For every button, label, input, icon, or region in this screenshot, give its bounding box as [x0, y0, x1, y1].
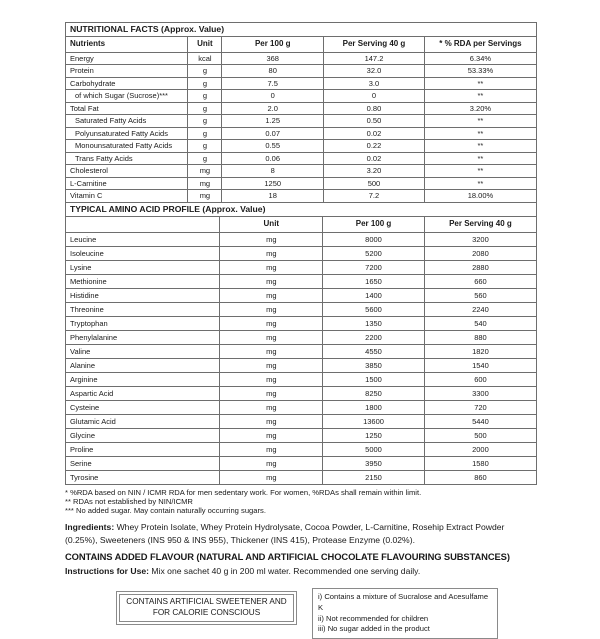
- nutrient-rda: 6.34%: [424, 52, 536, 65]
- table-row: [66, 428, 537, 442]
- amino-acid-per-100g: 1400: [323, 288, 425, 302]
- nutrient-per-serving: 0: [324, 90, 425, 103]
- sweetener-warning-box: [116, 591, 297, 624]
- nutrient-per-100g: 18: [222, 190, 324, 203]
- amino-acid-unit: mg: [220, 288, 323, 302]
- nutrient-per-100g: 0.55: [222, 140, 324, 153]
- table-row: [66, 177, 537, 190]
- nutrient-rda: **: [424, 77, 536, 90]
- nutrient-unit: g: [188, 140, 222, 153]
- amino-acid-unit: mg: [220, 442, 323, 456]
- nutrient-per-serving: 3.0: [324, 77, 425, 90]
- amino-acid-per-100g: 1800: [323, 400, 425, 414]
- nutrient-name: Total Fat: [66, 102, 188, 115]
- nutrient-name: Polyunsaturated Fatty Acids: [66, 127, 188, 140]
- nutrient-per-100g: 8: [222, 165, 324, 178]
- amino-acid-name: Cysteine: [66, 400, 220, 414]
- amino-acid-per-100g: 3950: [323, 456, 425, 470]
- footnote-line: *** No added sugar. May contain naturally occurring sugars.: [65, 506, 266, 516]
- amino-acid-per-serving: 880: [424, 330, 536, 344]
- amino-acid-per-serving: 1540: [424, 358, 536, 372]
- nutrient-per-serving: 0.02: [324, 152, 425, 165]
- amino-acid-name: Methionine: [66, 274, 220, 288]
- nutrient-per-100g: 2.0: [222, 102, 324, 115]
- amino-acid-name: Threonine: [66, 302, 220, 316]
- nutrient-unit: mg: [188, 177, 222, 190]
- amino-acid-name: Glycine: [66, 428, 220, 442]
- amino-acid-per-100g: 8000: [323, 232, 425, 246]
- amino-acid-per-serving: 720: [424, 400, 536, 414]
- table-row: [66, 52, 537, 65]
- table-row: [66, 470, 537, 484]
- nutrient-per-100g: 80: [222, 65, 324, 78]
- table-row: [66, 456, 537, 470]
- table-row: [66, 288, 537, 302]
- footnote-line: ** RDAs not established by NIN/ICMR: [65, 496, 193, 506]
- nutrient-per-100g: 0.07: [222, 127, 324, 140]
- ingredients-text: Whey Protein Isolate, Whey Protein Hydrolysate, Cocoa Powder, L-Carnitine, Rosehip Extract Powder (0.25%), Sweeteners (INS 950 & INS 955), Thickener (INS 415), Protease Enzyme (0.02%).: [65, 522, 505, 545]
- nutrient-unit: kcal: [188, 52, 222, 65]
- table-row: [66, 77, 537, 90]
- amino-acid-unit: mg: [220, 386, 323, 400]
- amino-acid-name: Lysine: [66, 260, 220, 274]
- nutrient-per-100g: 0: [222, 90, 324, 103]
- nutrient-name: Carbohydrate: [66, 77, 188, 90]
- nutrient-rda: **: [424, 152, 536, 165]
- nutrient-per-serving: 3.20: [324, 165, 425, 178]
- nutrient-per-100g: 7.5: [222, 77, 324, 90]
- amino-acid-per-serving: 3300: [424, 386, 536, 400]
- nutrient-unit: g: [188, 102, 222, 115]
- table-row: [66, 372, 537, 386]
- nutrient-rda: **: [424, 177, 536, 190]
- amino-acid-name: Tyrosine: [66, 470, 220, 484]
- amino-acid-per-serving: 540: [424, 316, 536, 330]
- amino-acid-per-serving: 2880: [424, 260, 536, 274]
- amino-acid-name: Proline: [66, 442, 220, 456]
- table-row: [66, 65, 537, 78]
- footnotes: [65, 488, 537, 516]
- amino-acid-unit: mg: [220, 246, 323, 260]
- amino-acid-unit: mg: [220, 400, 323, 414]
- nutrient-per-serving: 147.2: [324, 52, 425, 65]
- nutrient-name: Monounsaturated Fatty Acids: [66, 140, 188, 153]
- flavour-statement: CONTAINS ADDED FLAVOUR (NATURAL AND ARTIFICIAL CHOCOLATE FLAVOURING SUBSTANCES): [65, 551, 510, 563]
- table-row: [66, 414, 537, 428]
- nutritional-facts-table: [65, 22, 537, 203]
- table-row: [66, 330, 537, 344]
- col-header-unit: Unit: [188, 36, 222, 52]
- nutrient-name: Protein: [66, 65, 188, 78]
- nutrient-per-serving: 0.02: [324, 127, 425, 140]
- nutrient-unit: g: [188, 90, 222, 103]
- amino-acid-name: Aspartic Acid: [66, 386, 220, 400]
- amino-acid-unit: mg: [220, 456, 323, 470]
- nutrient-per-100g: 1250: [222, 177, 324, 190]
- amino-acid-name: Isoleucine: [66, 246, 220, 260]
- amino-acid-per-100g: 3850: [323, 358, 425, 372]
- nutrient-per-serving: 500: [324, 177, 425, 190]
- product-notes-box: [312, 588, 498, 639]
- instructions-statement: [65, 566, 537, 576]
- amino-acid-per-serving: 1580: [424, 456, 536, 470]
- amino-acid-per-100g: 5600: [323, 302, 425, 316]
- nutrient-rda: **: [424, 165, 536, 178]
- nutrient-name: L-Carnitine: [66, 177, 188, 190]
- amino-acid-unit: mg: [220, 330, 323, 344]
- nutrient-unit: g: [188, 65, 222, 78]
- amino-acid-title: TYPICAL AMINO ACID PROFILE (Approx. Value): [66, 202, 537, 216]
- product-note-line: iii) No sugar added in the product: [318, 624, 430, 634]
- col-header-rda: * % RDA per Servings: [424, 36, 536, 52]
- nutrient-name: of which Sugar (Sucrose)***: [66, 90, 188, 103]
- amino-acid-name: Glutamic Acid: [66, 414, 220, 428]
- amino-acid-per-serving: 560: [424, 288, 536, 302]
- nutrient-per-serving: 32.0: [324, 65, 425, 78]
- table-row: [66, 190, 537, 203]
- bottom-boxes: [65, 588, 537, 639]
- table-row: [66, 115, 537, 128]
- amino-acid-per-100g: 5200: [323, 246, 425, 260]
- amino-acid-unit: mg: [220, 428, 323, 442]
- amino-acid-per-100g: 5000: [323, 442, 425, 456]
- table-row: [66, 442, 537, 456]
- nutrient-per-serving: 7.2: [324, 190, 425, 203]
- nutrient-name: Trans Fatty Acids: [66, 152, 188, 165]
- nutritional-facts-title: NUTRITIONAL FACTS (Approx. Value): [66, 23, 537, 37]
- amino-acid-per-100g: 1350: [323, 316, 425, 330]
- nutrient-rda: 3.20%: [424, 102, 536, 115]
- table-row: [66, 232, 537, 246]
- product-note-line: ii) Not recommended for children: [318, 613, 429, 623]
- amino-acid-unit: mg: [220, 260, 323, 274]
- product-note-line: i) Contains a mixture of Sucralose and Acesulfame K: [318, 592, 489, 613]
- amino-acid-name: Tryptophan: [66, 316, 220, 330]
- table-row: [66, 386, 537, 400]
- amino-acid-per-100g: 13600: [323, 414, 425, 428]
- nutrient-name: Energy: [66, 52, 188, 65]
- nutrient-per-serving: 0.22: [324, 140, 425, 153]
- amino-col-header-unit: Unit: [220, 216, 323, 232]
- amino-acid-unit: mg: [220, 414, 323, 428]
- amino-acid-unit: mg: [220, 344, 323, 358]
- amino-acid-per-100g: 8250: [323, 386, 425, 400]
- table-row: [66, 358, 537, 372]
- nutrient-unit: mg: [188, 190, 222, 203]
- sweetener-warning-line2: FOR CALORIE CONSCIOUS: [152, 608, 261, 618]
- amino-acid-per-100g: 2200: [323, 330, 425, 344]
- nutrient-unit: g: [188, 115, 222, 128]
- amino-acid-per-100g: 2150: [323, 470, 425, 484]
- footnote-line: * %RDA based on NIN / ICMR RDA for men sedentary work. For women, %RDAs shall remain within limit.: [65, 487, 422, 497]
- table-row: [66, 246, 537, 260]
- amino-acid-name: Arginine: [66, 372, 220, 386]
- amino-acid-name: Valine: [66, 344, 220, 358]
- amino-acid-per-serving: 660: [424, 274, 536, 288]
- amino-acid-per-100g: 7200: [323, 260, 425, 274]
- sweetener-warning-line1: CONTAINS ARTIFICIAL SWEETENER AND: [126, 597, 287, 607]
- table-row: [66, 260, 537, 274]
- table-row: [66, 127, 537, 140]
- instructions-text: Mix one sachet 40 g in 200 ml water. Recommended one serving daily.: [149, 566, 421, 577]
- table-row: [66, 165, 537, 178]
- table-row: [66, 400, 537, 414]
- col-header-nutrients: Nutrients: [66, 36, 188, 52]
- ingredients-label: Ingredients:: [65, 522, 115, 533]
- table-row: [66, 274, 537, 288]
- table-row: [66, 140, 537, 153]
- nutrient-per-100g: 1.25: [222, 115, 324, 128]
- amino-acid-unit: mg: [220, 372, 323, 386]
- amino-acid-per-100g: 1250: [323, 428, 425, 442]
- amino-acid-per-serving: 860: [424, 470, 536, 484]
- amino-acid-per-serving: 2240: [424, 302, 536, 316]
- table-row: [66, 152, 537, 165]
- amino-acid-per-100g: 4550: [323, 344, 425, 358]
- table-row: [66, 344, 537, 358]
- table-row: [66, 102, 537, 115]
- nutrient-name: Saturated Fatty Acids: [66, 115, 188, 128]
- col-header-per-serving: Per Serving 40 g: [324, 36, 425, 52]
- nutrient-unit: g: [188, 127, 222, 140]
- amino-acid-per-100g: 1500: [323, 372, 425, 386]
- amino-acid-unit: mg: [220, 470, 323, 484]
- amino-acid-name: Histidine: [66, 288, 220, 302]
- amino-acid-per-serving: 2080: [424, 246, 536, 260]
- nutrient-per-serving: 0.50: [324, 115, 425, 128]
- nutrition-label: [65, 22, 537, 639]
- nutrient-name: Cholesterol: [66, 165, 188, 178]
- nutrient-unit: mg: [188, 165, 222, 178]
- amino-acid-per-serving: 1820: [424, 344, 536, 358]
- nutrient-name: Vitamin C: [66, 190, 188, 203]
- amino-acid-name: Serine: [66, 456, 220, 470]
- instructions-label: Instructions for Use:: [65, 566, 150, 577]
- nutrient-rda: 18.00%: [424, 190, 536, 203]
- nutrient-per-100g: 0.06: [222, 152, 324, 165]
- amino-acid-unit: mg: [220, 358, 323, 372]
- amino-acid-table: [65, 202, 537, 485]
- amino-acid-per-serving: 5440: [424, 414, 536, 428]
- amino-acid-name: Alanine: [66, 358, 220, 372]
- nutrient-rda: **: [424, 140, 536, 153]
- table-row: [66, 316, 537, 330]
- nutrient-per-serving: 0.80: [324, 102, 425, 115]
- amino-acid-per-serving: 3200: [424, 232, 536, 246]
- table-row: [66, 302, 537, 316]
- nutrient-unit: g: [188, 152, 222, 165]
- amino-acid-unit: mg: [220, 232, 323, 246]
- nutrient-rda: **: [424, 115, 536, 128]
- nutrient-rda: **: [424, 127, 536, 140]
- table-row: [66, 90, 537, 103]
- amino-acid-per-serving: 600: [424, 372, 536, 386]
- nutrient-unit: g: [188, 77, 222, 90]
- amino-acid-name: Phenylalanine: [66, 330, 220, 344]
- amino-col-header-per-serving: Per Serving 40 g: [424, 216, 536, 232]
- amino-acid-unit: mg: [220, 274, 323, 288]
- amino-col-header-blank: [66, 216, 220, 232]
- amino-acid-name: Leucine: [66, 232, 220, 246]
- amino-acid-per-serving: 2000: [424, 442, 536, 456]
- col-header-per-100g: Per 100 g: [222, 36, 324, 52]
- ingredients-statement: [65, 521, 537, 546]
- amino-col-header-per-100g: Per 100 g: [323, 216, 425, 232]
- amino-acid-unit: mg: [220, 316, 323, 330]
- amino-acid-per-serving: 500: [424, 428, 536, 442]
- amino-acid-unit: mg: [220, 302, 323, 316]
- amino-acid-per-100g: 1650: [323, 274, 425, 288]
- nutrient-rda: 53.33%: [424, 65, 536, 78]
- nutrient-per-100g: 368: [222, 52, 324, 65]
- nutrient-rda: **: [424, 90, 536, 103]
